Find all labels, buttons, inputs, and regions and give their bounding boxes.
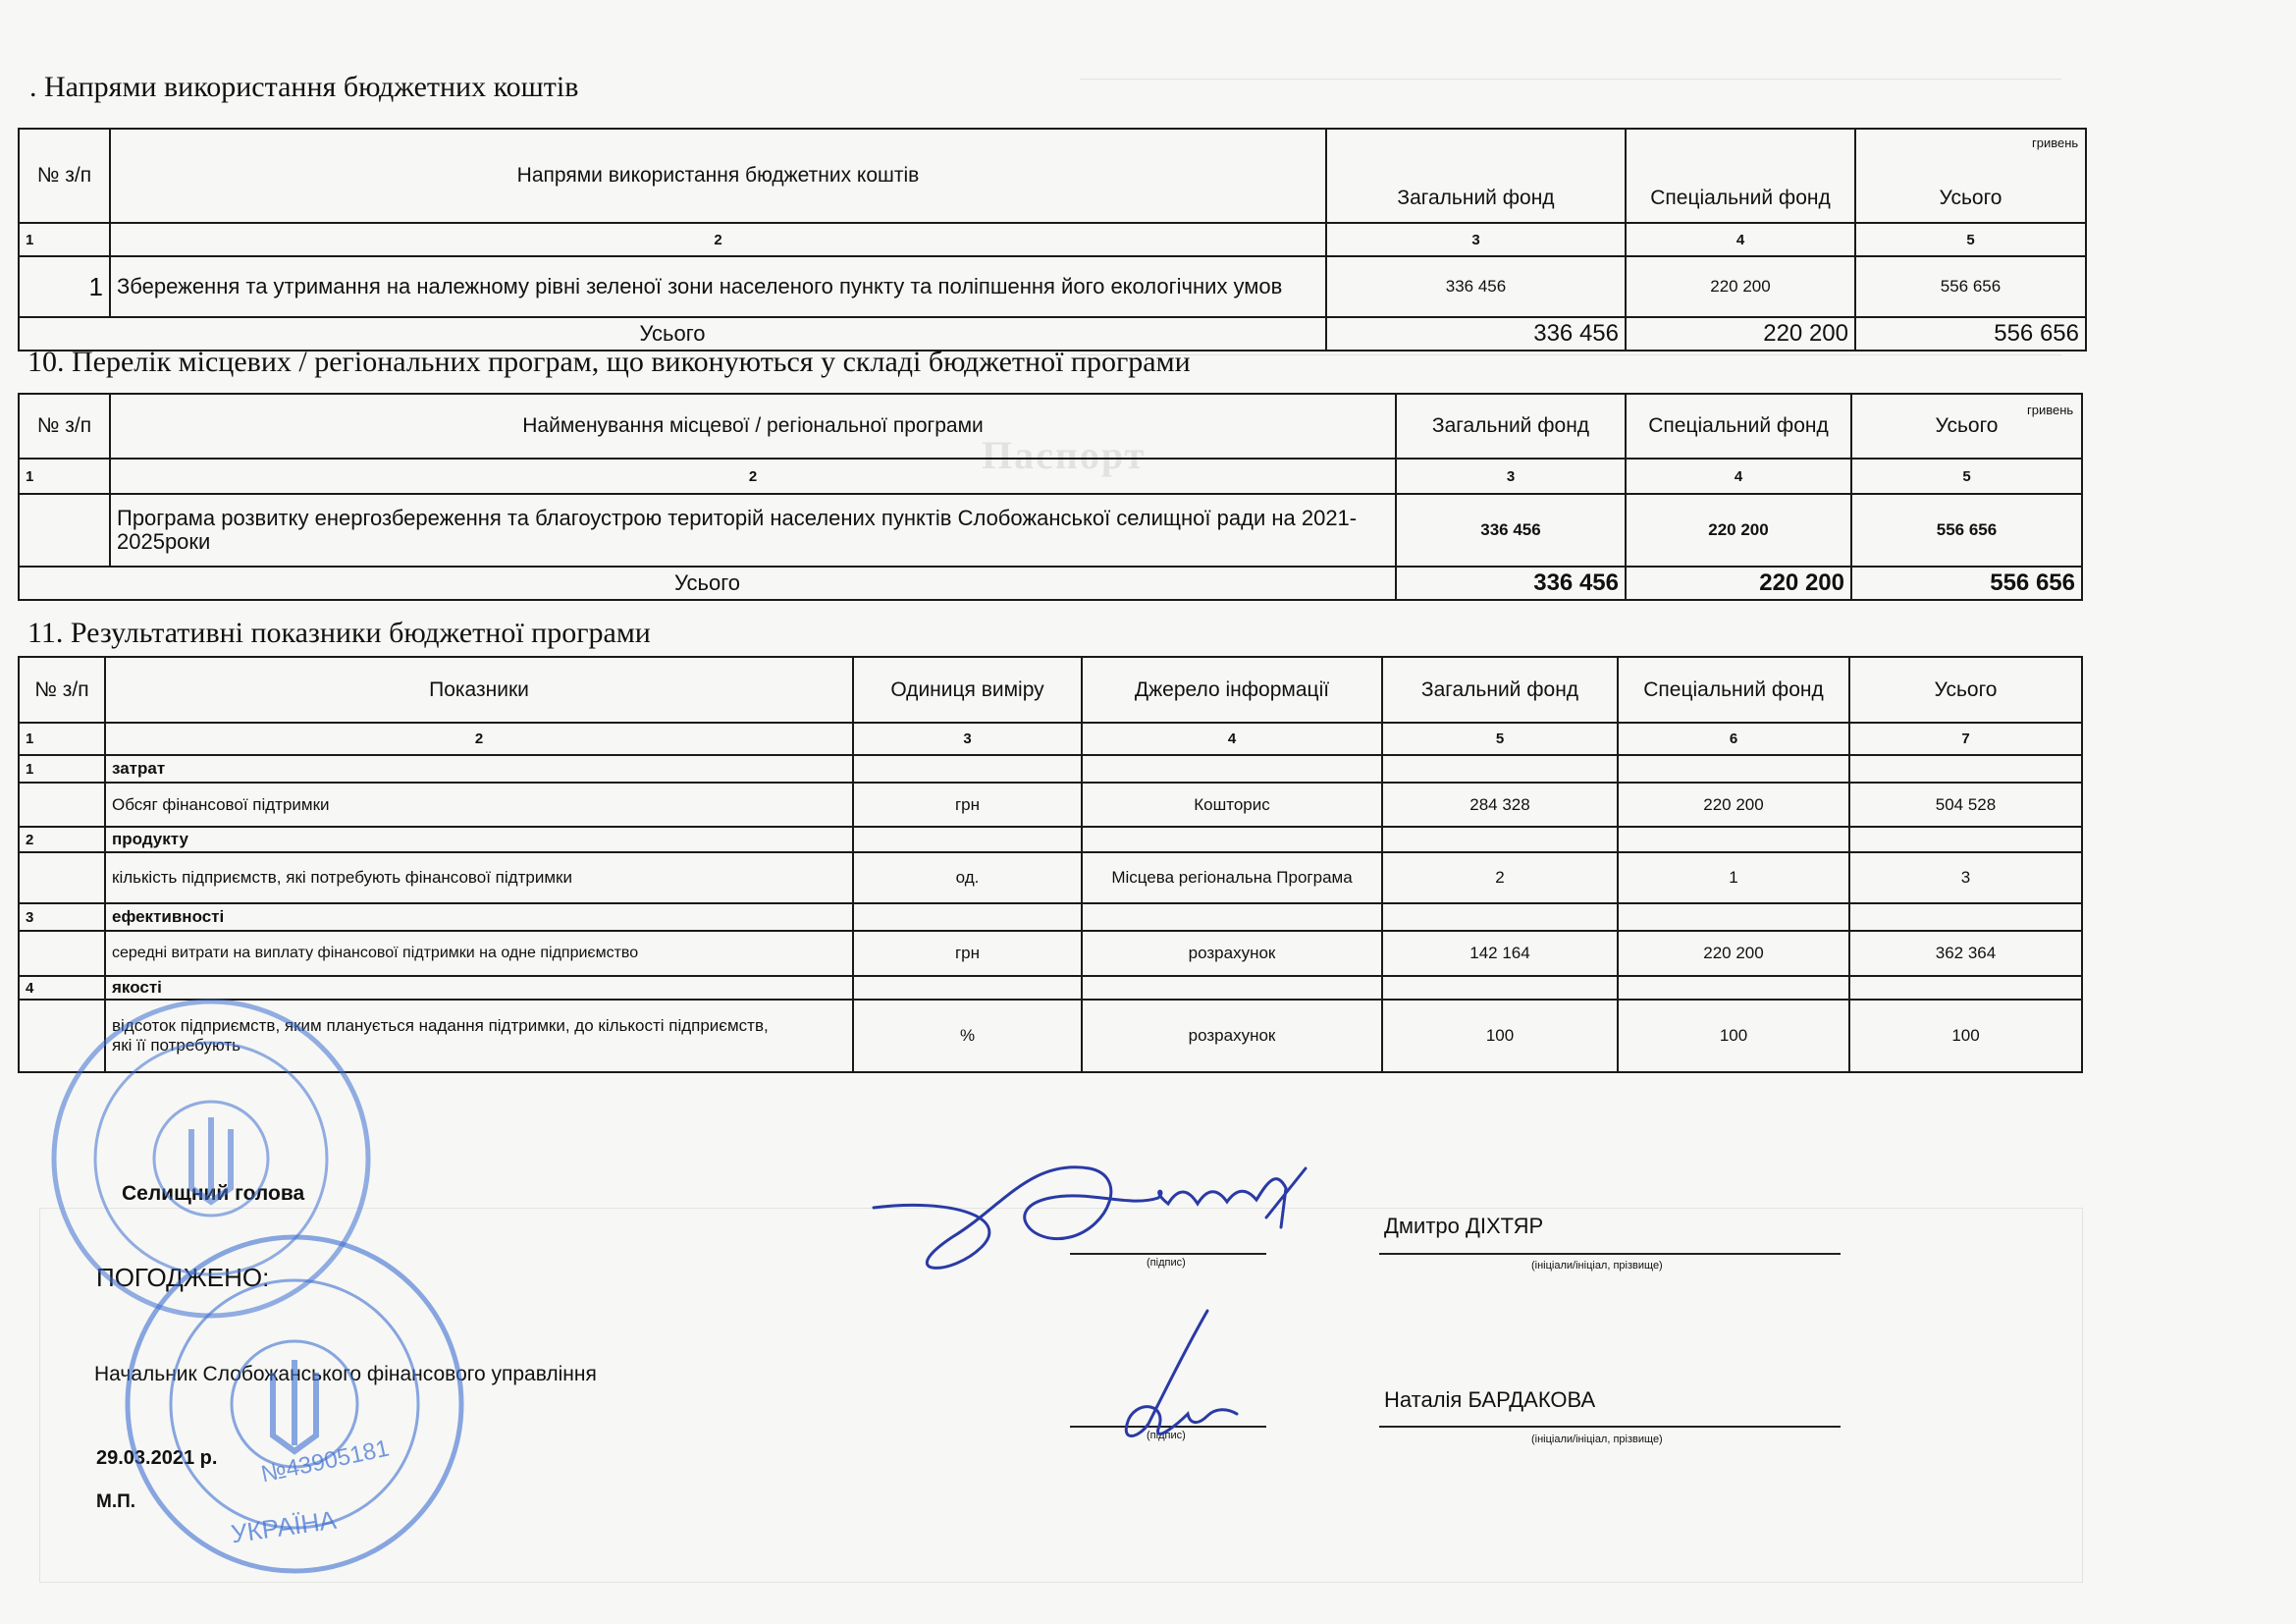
- col-index: 4: [1082, 723, 1382, 755]
- col-index: 2: [105, 723, 853, 755]
- indicator-source: Місцева регіональна Програма: [1082, 852, 1382, 903]
- table-row: [19, 494, 2082, 567]
- total-label: Усього: [19, 317, 1326, 351]
- column-index-row: [19, 459, 2082, 494]
- group-num: 2: [19, 827, 105, 852]
- stamp-number: №43905181: [258, 1435, 392, 1489]
- col-index: 5: [1855, 223, 2086, 256]
- header-general-fund: Загальний фонд: [1382, 657, 1618, 723]
- indicator-special: 220 200: [1618, 783, 1849, 827]
- finance-name-line: [1379, 1426, 1841, 1428]
- table-row: [19, 256, 2086, 317]
- indicator-total: 504 528: [1849, 783, 2082, 827]
- col-index: 1: [19, 723, 105, 755]
- group-name: затрат: [105, 755, 853, 783]
- indicator-total: 3: [1849, 852, 2082, 903]
- indicator-group-row: [19, 755, 2082, 783]
- indicator-name: середні витрати на виплату фінансової підтримки на одне підприємство: [105, 931, 853, 976]
- indicator-name: Обсяг фінансової підтримки: [105, 783, 853, 827]
- total-general-fund: 336 456: [1326, 317, 1626, 351]
- seal-mark: М.П.: [96, 1491, 136, 1512]
- bleed-through-passport: Паспорт: [982, 433, 1147, 477]
- section-10-unit: гривень: [2027, 403, 2074, 417]
- header-num: № з/п: [19, 394, 110, 459]
- section-9-title: . Напрями використання бюджетних коштів: [29, 71, 579, 103]
- general-fund-value: 336 456: [1396, 494, 1626, 567]
- section-10-title: 10. Перелік місцевих / регіональних програм, що виконуються у складі бюджетної програми: [27, 346, 1191, 378]
- header-program-name: Найменування місцевої / регіональної програми: [110, 394, 1396, 459]
- row-num: 1: [19, 256, 110, 317]
- header-general-fund: Загальний фонд: [1396, 394, 1626, 459]
- finance-signature-icon: [1080, 1306, 1256, 1453]
- header-total: Усього: [1851, 394, 2082, 459]
- row-num: [19, 494, 110, 567]
- col-index: 3: [853, 723, 1082, 755]
- total-special-fund: 220 200: [1626, 317, 1855, 351]
- col-index: 5: [1851, 459, 2082, 494]
- group-name: продукту: [105, 827, 853, 852]
- indicator-total: 100: [1849, 1000, 2082, 1072]
- header-unit: Одиниця виміру: [853, 657, 1082, 723]
- indicator-special: 1: [1618, 852, 1849, 903]
- group-num: 1: [19, 755, 105, 783]
- indicator-general: 284 328: [1382, 783, 1618, 827]
- stamp-country: УКРАЇНА: [229, 1504, 339, 1549]
- header-general-fund: Загальний фонд: [1326, 129, 1626, 223]
- special-fund-value: 220 200: [1626, 256, 1855, 317]
- indicator-unit: од.: [853, 852, 1082, 903]
- direction-name: Збереження та утримання на належному рівні зеленої зони населеного пункту та поліпшення його екологічних умов: [110, 256, 1326, 317]
- head-name-caption: (ініціали/ініціал, прізвище): [1531, 1260, 1663, 1272]
- col-index: 7: [1849, 723, 2082, 755]
- indicator-general: 2: [1382, 852, 1618, 903]
- section-11-title: 11. Результативні показники бюджетної програми: [27, 617, 651, 649]
- indicator-row: [19, 852, 2082, 903]
- total-label: Усього: [19, 567, 1396, 600]
- indicator-general: 142 164: [1382, 931, 1618, 976]
- indicator-source: розрахунок: [1082, 931, 1382, 976]
- indicator-group-row: [19, 903, 2082, 931]
- budget-directions-table: [18, 128, 2087, 352]
- col-index: 1: [19, 223, 110, 256]
- indicator-special: 220 200: [1618, 931, 1849, 976]
- header-total: Усього: [1855, 129, 2086, 223]
- indicator-row: [19, 783, 2082, 827]
- group-name: якості: [105, 976, 853, 1000]
- head-name-line: [1379, 1253, 1841, 1255]
- head-signature-icon: [834, 1129, 1345, 1306]
- col-index: 1: [19, 459, 110, 494]
- indicator-row: [19, 931, 2082, 976]
- column-index-row: [19, 723, 2082, 755]
- header-num: № з/п: [19, 657, 105, 723]
- group-num: 3: [19, 903, 105, 931]
- indicator-name: кількість підприємств, які потребують фінансової підтримки: [105, 852, 853, 903]
- finance-title: Начальник Слобожанського фінансового управління: [94, 1363, 597, 1385]
- total-sum: 556 656: [1855, 317, 2086, 351]
- head-signature-caption: (підпис): [1147, 1257, 1186, 1269]
- indicator-total: 362 364: [1849, 931, 2082, 976]
- header-source: Джерело інформації: [1082, 657, 1382, 723]
- col-index: 6: [1618, 723, 1849, 755]
- indicator-group-row: [19, 827, 2082, 852]
- section-9-unit: гривень: [2032, 135, 2079, 150]
- col-index: 5: [1382, 723, 1618, 755]
- finance-name: Наталія БАРДАКОВА: [1384, 1387, 1596, 1412]
- total-row: [19, 567, 2082, 600]
- header-total: Усього: [1849, 657, 2082, 723]
- general-fund-value: 336 456: [1326, 256, 1626, 317]
- group-num: 4: [19, 976, 105, 1000]
- col-index: 3: [1326, 223, 1626, 256]
- finance-name-caption: (ініціали/ініціал, прізвище): [1531, 1434, 1663, 1445]
- col-index: 4: [1626, 459, 1851, 494]
- head-name: Дмитро ДІХТЯР: [1384, 1214, 1544, 1238]
- header-indicators: Показники: [105, 657, 853, 723]
- indicator-unit: грн: [853, 931, 1082, 976]
- header-num: № з/п: [19, 129, 110, 223]
- total-value: 556 656: [1855, 256, 2086, 317]
- indicator-unit: %: [853, 1000, 1082, 1072]
- special-fund-value: 220 200: [1626, 494, 1851, 567]
- total-value: 556 656: [1851, 494, 2082, 567]
- head-title: Селищний голова: [122, 1182, 305, 1205]
- indicator-general: 100: [1382, 1000, 1618, 1072]
- indicator-source: Кошторис: [1082, 783, 1382, 827]
- header-special-fund: Спеціальний фонд: [1626, 129, 1855, 223]
- total-sum: 556 656: [1851, 567, 2082, 600]
- agreed-label: ПОГОДЖЕНО:: [96, 1263, 270, 1292]
- local-programs-table: [18, 393, 2083, 601]
- col-index: 2: [110, 223, 1326, 256]
- program-name: Програма розвитку енергозбереження та благоустрою територій населених пунктів Слобожанської селищної ради на 2021-2025роки: [110, 494, 1396, 567]
- col-index: 4: [1626, 223, 1855, 256]
- header-special-fund: Спеціальний фонд: [1618, 657, 1849, 723]
- group-name: ефективності: [105, 903, 853, 931]
- indicator-source: розрахунок: [1082, 1000, 1382, 1072]
- total-special-fund: 220 200: [1626, 567, 1851, 600]
- column-index-row: [19, 223, 2086, 256]
- col-index: 2: [110, 459, 1396, 494]
- indicator-special: 100: [1618, 1000, 1849, 1072]
- header-directions: Напрями використання бюджетних коштів: [110, 129, 1326, 223]
- indicator-name-text: відсоток підприємств, яким планується надання підтримки, до кількості підприємств, які її потребують: [112, 1016, 769, 1055]
- finance-signature-caption: (підпис): [1147, 1430, 1186, 1441]
- col-index: 3: [1396, 459, 1626, 494]
- header-special-fund: Спеціальний фонд: [1626, 394, 1851, 459]
- date: 29.03.2021 р.: [96, 1447, 218, 1469]
- indicator-unit: грн: [853, 783, 1082, 827]
- total-general-fund: 336 456: [1396, 567, 1626, 600]
